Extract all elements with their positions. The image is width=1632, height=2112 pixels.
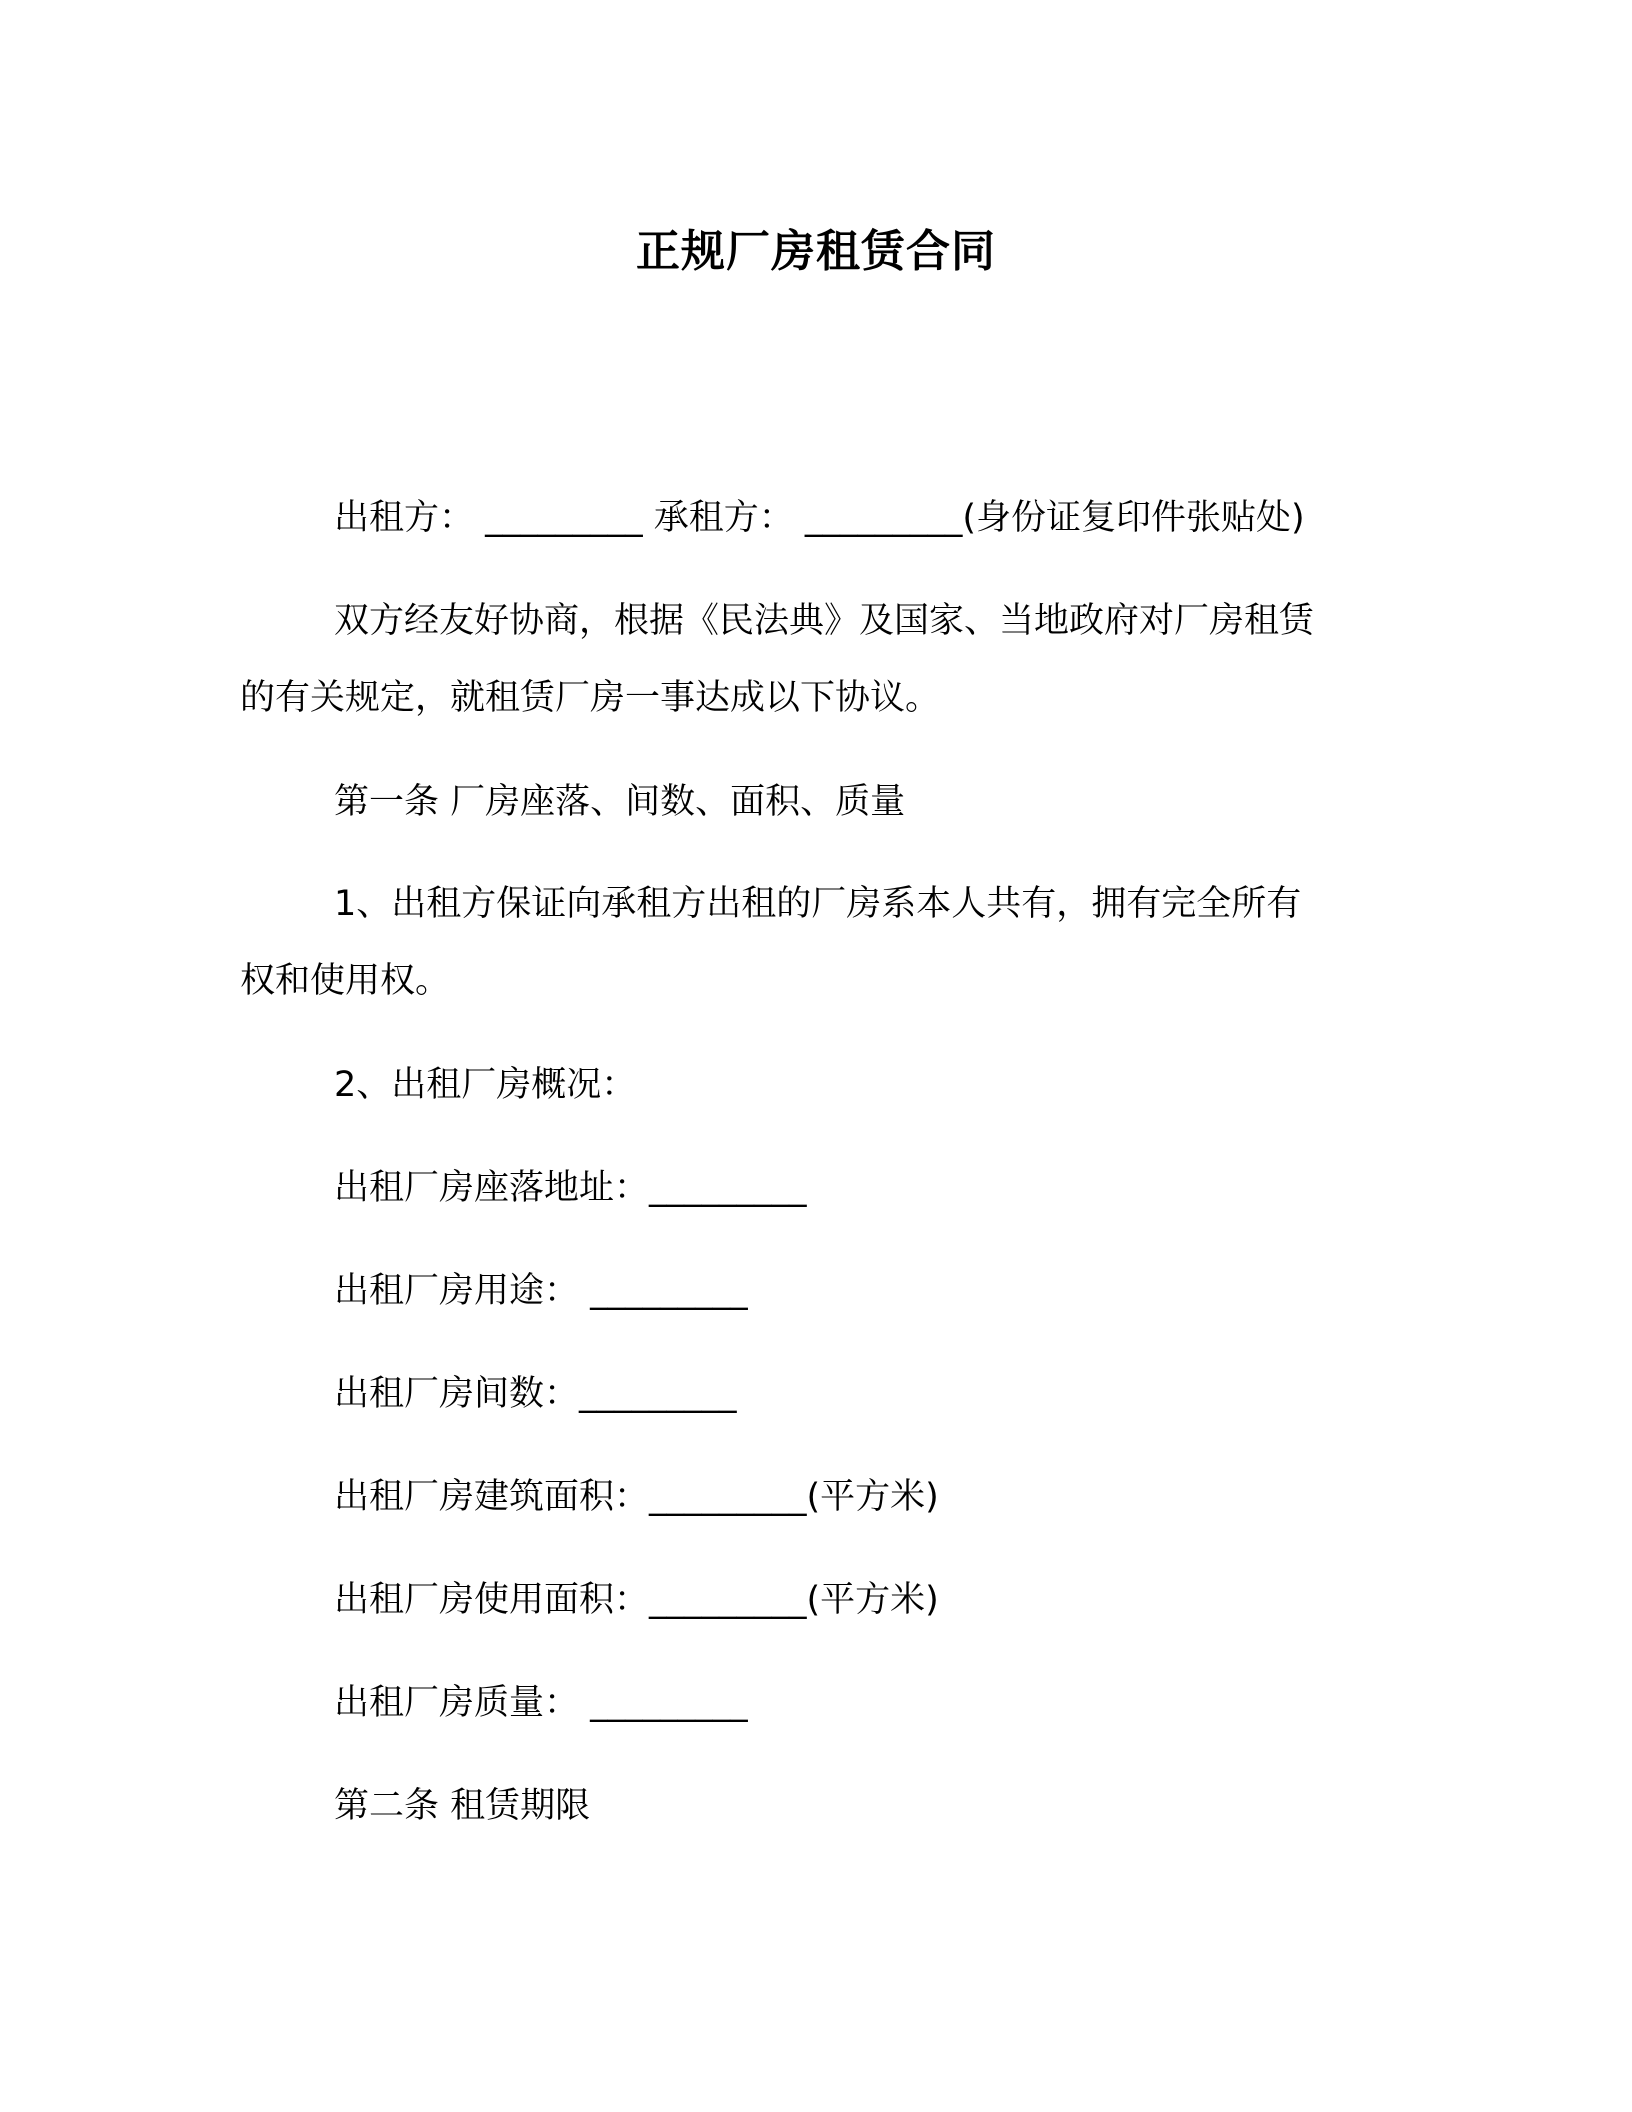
item-2-heading: 2、出租厂房概况： (334, 1065, 637, 1105)
field-address: 出租厂房座落地址：_________ (334, 1168, 807, 1208)
preamble-line-1: 双方经友好协商，根据《民法典》及国家、当地政府对厂房租赁 (334, 601, 1315, 641)
field-quality: 出租厂房质量： _________ (334, 1683, 748, 1723)
preamble-line-2: 的有关规定，就租赁厂房一事达成以下协议。 (240, 678, 941, 718)
article-1-heading: 第一条 厂房座落、间数、面积、质量 (334, 782, 906, 822)
article-2-heading: 第二条 租赁期限 (334, 1786, 591, 1826)
item-1-line-2: 权和使用权。 (240, 961, 451, 1001)
field-building-area: 出租厂房建筑面积：_________(平方米) (334, 1477, 939, 1517)
document-title: 正规厂房租赁合同 (636, 226, 996, 277)
field-usable-area: 出租厂房使用面积：_________(平方米) (334, 1580, 939, 1620)
item-1-line-1: 1、出租方保证向承租方出租的厂房系本人共有，拥有完全所有 (334, 884, 1302, 924)
field-use: 出租厂房用途： _________ (334, 1271, 748, 1311)
field-rooms: 出租厂房间数：_________ (334, 1374, 737, 1414)
parties-line: 出租方： _________ 承租方： _________(身份证复印件张贴处) (334, 498, 1305, 538)
